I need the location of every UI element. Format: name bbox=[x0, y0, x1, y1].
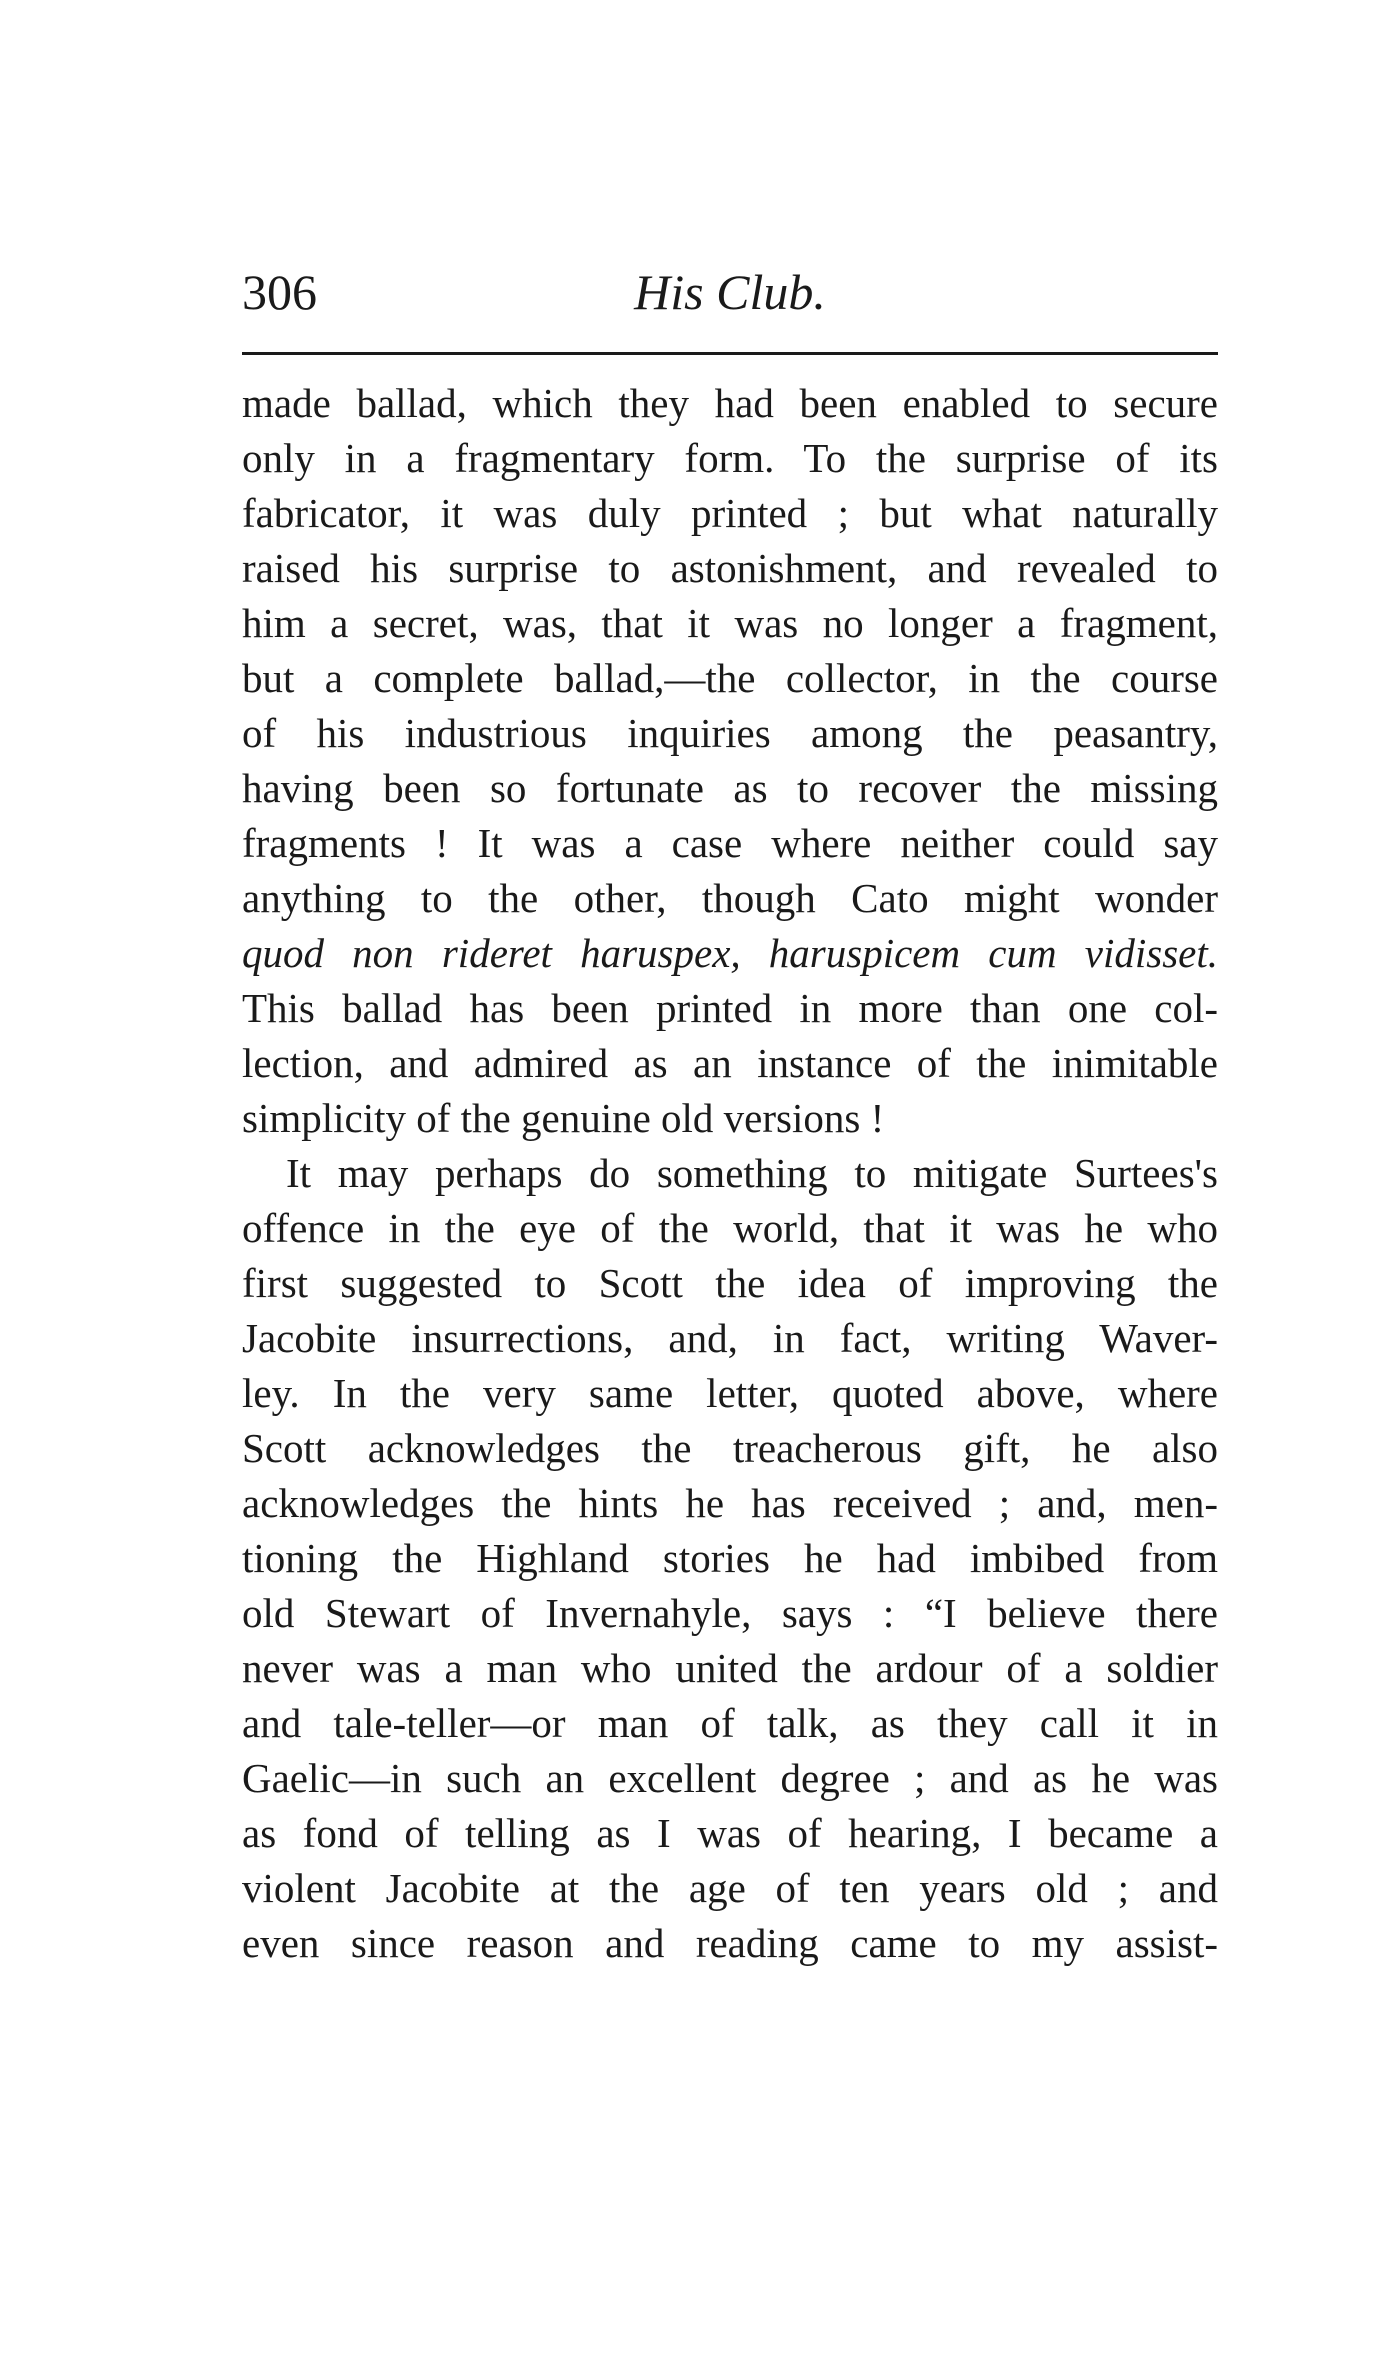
paragraph-1 bbox=[242, 376, 1218, 1146]
body-text bbox=[242, 376, 1218, 1971]
text-line: lection, and admired as an instance of the inimitable bbox=[242, 1040, 1218, 1086]
text-line: ley. In the very same letter, quoted above, where bbox=[242, 1370, 1218, 1416]
running-title: His Club. bbox=[634, 264, 826, 320]
text-line: offence in the eye of the world, that it was he who bbox=[242, 1205, 1218, 1251]
text-line: old Stewart of Invernahyle, says : “I believe there bbox=[242, 1590, 1218, 1636]
text-line: and tale-teller—or man of talk, as they call it in bbox=[242, 1700, 1218, 1746]
running-head bbox=[242, 262, 1218, 322]
text-line: as fond of telling as I was of hearing, I became a bbox=[242, 1810, 1218, 1856]
text-line: never was a man who united the ardour of a soldier bbox=[242, 1645, 1218, 1691]
text-line: having been so fortunate as to recover the missing bbox=[242, 765, 1218, 811]
text-line: acknowledges the hints he has received ; and, men- bbox=[242, 1480, 1218, 1526]
text-line: raised his surprise to astonishment, and revealed to bbox=[242, 545, 1218, 591]
header-rule bbox=[242, 352, 1218, 355]
text-line: of his industrious inquiries among the peasantry, bbox=[242, 710, 1218, 756]
latin-quotation-line: quod non rideret haruspex, haruspicem cum vidisset. bbox=[242, 930, 1218, 976]
text-line: This ballad has been printed in more than one col- bbox=[242, 985, 1218, 1031]
text-line: him a secret, was, that it was no longer a fragment, bbox=[242, 600, 1218, 646]
text-line: fragments ! It was a case where neither could say bbox=[242, 820, 1218, 866]
text-line: even since reason and reading came to my assist- bbox=[242, 1920, 1218, 1966]
text-line: anything to the other, though Cato might wonder bbox=[242, 875, 1218, 921]
text-line: tioning the Highland stories he had imbibed from bbox=[242, 1535, 1218, 1581]
text-line: only in a fragmentary form. To the surprise of its bbox=[242, 435, 1218, 481]
paragraph-2 bbox=[242, 1146, 1218, 1971]
text-line: It may perhaps do something to mitigate Surtees's bbox=[286, 1150, 1218, 1196]
text-line: Scott acknowledges the treacherous gift, he also bbox=[242, 1425, 1218, 1471]
text-line: but a complete ballad,—the collector, in the course bbox=[242, 655, 1218, 701]
text-line: first suggested to Scott the idea of improving the bbox=[242, 1260, 1218, 1306]
text-line: made ballad, which they had been enabled to secure bbox=[242, 380, 1218, 426]
text-line: Jacobite insurrections, and, in fact, writing Waver- bbox=[242, 1315, 1218, 1361]
text-line: Gaelic—in such an excellent degree ; and as he was bbox=[242, 1755, 1218, 1801]
text-line: simplicity of the genuine old versions ! bbox=[242, 1095, 885, 1141]
page-number: 306 bbox=[242, 264, 317, 320]
text-line: violent Jacobite at the age of ten years old ; and bbox=[242, 1865, 1218, 1911]
text-line: fabricator, it was duly printed ; but what naturally bbox=[242, 490, 1218, 536]
